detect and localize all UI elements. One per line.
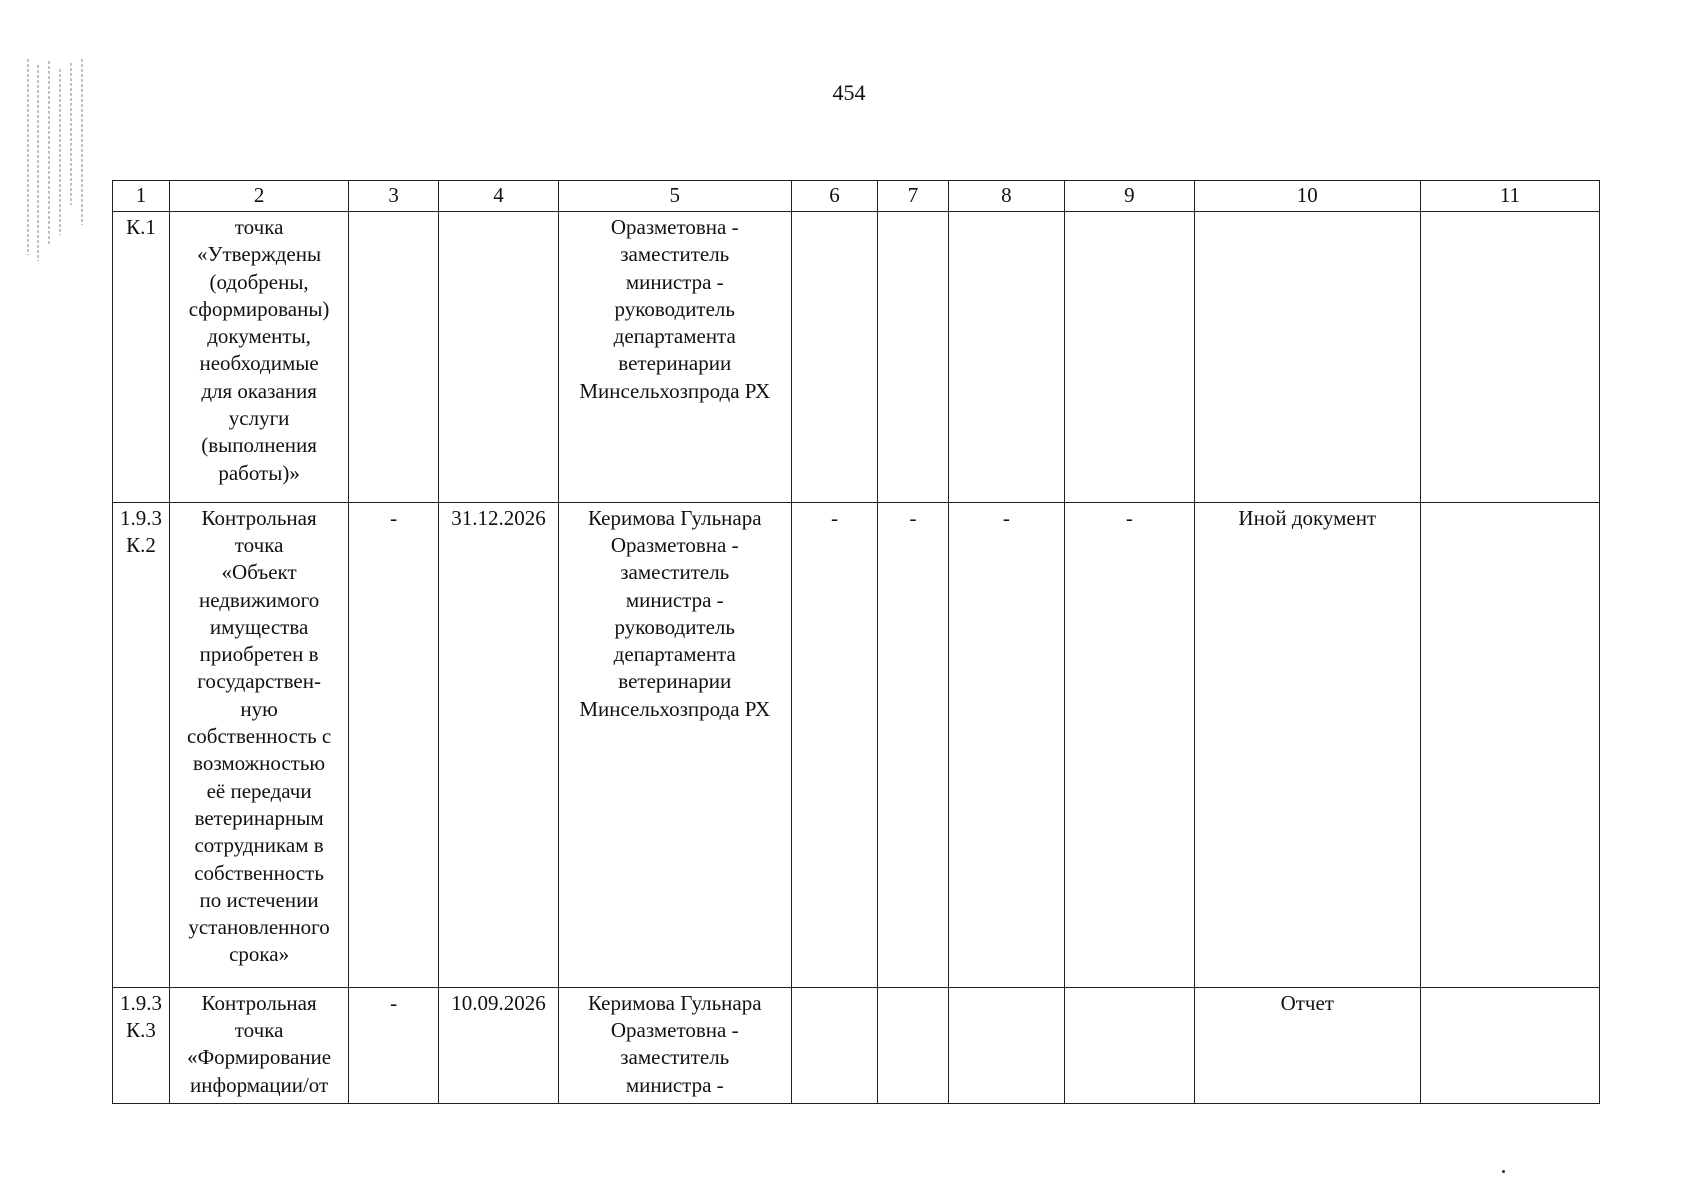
cell-responsible: Оразметовна - заместитель министра - руководитель департамента ветеринарии Минсельхозпрода РХ [558, 212, 791, 503]
cell-col3 [349, 212, 439, 503]
column-header: 11 [1420, 181, 1599, 212]
cell-document-type [1194, 212, 1420, 503]
cell-col3: - [349, 502, 439, 987]
cell-col6 [791, 987, 878, 1103]
cell-col6 [791, 212, 878, 503]
cell-col7: - [878, 502, 948, 987]
cell-col6: - [791, 502, 878, 987]
cell-responsible: Керимова Гульнара Оразметовна - заместитель министра - [558, 987, 791, 1103]
cell-col8 [948, 987, 1064, 1103]
cell-col3: - [349, 987, 439, 1103]
cell-col7 [878, 987, 948, 1103]
cell-col7 [878, 212, 948, 503]
cell-col11 [1420, 212, 1599, 503]
cell-responsible: Керимова Гульнара Оразметовна - заместитель министра - руководитель департамента ветеринарии Минсельхозпрода РХ [558, 502, 791, 987]
scan-speck [1502, 1170, 1505, 1173]
column-header: 4 [439, 181, 559, 212]
cell-col11 [1420, 987, 1599, 1103]
cell-col8 [948, 212, 1064, 503]
column-header: 6 [791, 181, 878, 212]
cell-document-type: Иной документ [1194, 502, 1420, 987]
table-row [113, 987, 1600, 1103]
column-header: 3 [349, 181, 439, 212]
column-header: 8 [948, 181, 1064, 212]
table-row [113, 502, 1600, 987]
cell-date: 31.12.2026 [439, 502, 559, 987]
table-row [113, 212, 1600, 503]
cell-col8: - [948, 502, 1064, 987]
column-header: 9 [1065, 181, 1195, 212]
cell-description: Контрольная точка «Объект недвижимого имущества приобретен в государствен- ную собственность с возможностью её передачи ветеринарным сотрудникам в собственность по истечении установленного срока» [170, 502, 349, 987]
cell-col9: - [1065, 502, 1195, 987]
column-header: 10 [1194, 181, 1420, 212]
cell-number: 1.9.3 К.2 [113, 502, 170, 987]
cell-date [439, 212, 559, 503]
column-header: 7 [878, 181, 948, 212]
data-table [112, 180, 1600, 1104]
column-header: 1 [113, 181, 170, 212]
cell-col9 [1065, 212, 1195, 503]
registration-stamp [22, 55, 94, 265]
cell-date: 10.09.2026 [439, 987, 559, 1103]
cell-description: точка «Утверждены (одобрены, сформированы) документы, необходимые для оказания услуги (выполнения работы)» [170, 212, 349, 503]
cell-col9 [1065, 987, 1195, 1103]
cell-document-type: Отчет [1194, 987, 1420, 1103]
cell-description: Контрольная точка «Формирование информации/от [170, 987, 349, 1103]
cell-number: К.1 [113, 212, 170, 503]
header-row [113, 181, 1600, 212]
cell-number: 1.9.3 К.3 [113, 987, 170, 1103]
column-header: 5 [558, 181, 791, 212]
column-header: 2 [170, 181, 349, 212]
cell-col11 [1420, 502, 1599, 987]
page-number: 454 [832, 80, 866, 105]
